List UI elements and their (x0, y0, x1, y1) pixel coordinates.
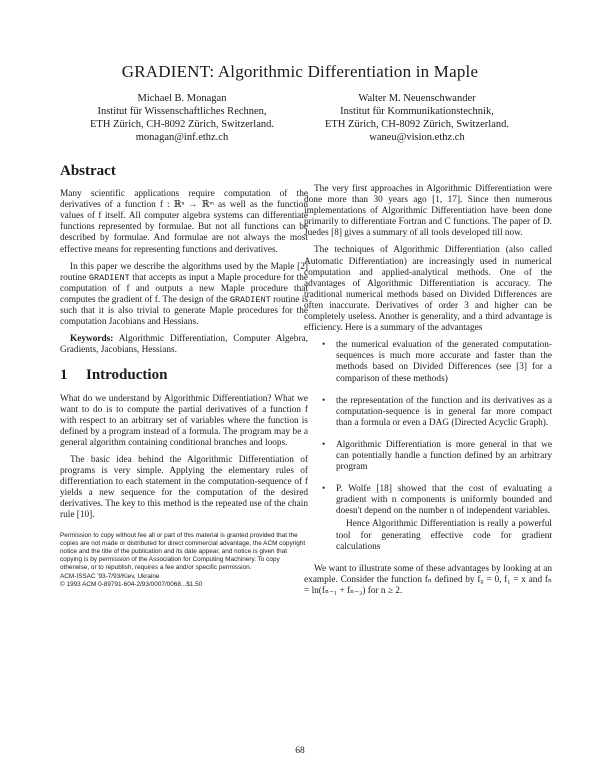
right-paragraph-2: The techniques of Algorithmic Differentiation (also called Automatic Differentiation) are increasingly used in numerical computation and applied-analytical methods. One of the advantages of Algorithmic Differentiation is accuracy. The traditional numerical methods based on Divided Differences are often inaccurate. Derivatives of order 3 and higher can be completely useless. Another is generality, and a third advantage is efficiency. Here is a summary of the advantages (304, 245, 552, 334)
keywords-label: Keywords: (70, 334, 114, 345)
bullet-icon: • (322, 484, 326, 495)
keywords (60, 334, 308, 356)
list-item-text: Algorithmic Differentiation is more general in that we can potentially handle a function defined by an arbitrary program (336, 439, 552, 473)
abstract-heading: Abstract (60, 163, 116, 179)
author-name: Walter M. Neuenschwander (358, 93, 476, 104)
bullet-icon: • (322, 340, 326, 351)
abstract-paragraph-2 (60, 262, 308, 329)
author-block-2 (297, 92, 537, 144)
permission-text: Permission to copy without fee all or part of this material is granted provided that the copies are not made or distributed for direct commercial advantage, the ACM copyright notice and the title of the publication and its date appear, and notice is given that copying is by permission of the Association for Computing Machinery. To copy otherwise, or to republish, requires a fee and/or specific permission. (60, 531, 306, 572)
list-item-text: the numerical evaluation of the generated computation-sequences is much more accurate and faster than the methods based on Divided Differences (see [3] for a comparison of these methods) (336, 340, 552, 384)
intro-paragraph-1: What do we understand by Algorithmic Differentiation? What we want to do is to compute the partial derivatives of a function f with respect to an arbitrary set of variables where the function is defined by a program instead of a formula. The program may be a general algorithm containing conditional branches and loops. (60, 393, 308, 448)
intro-paragraph-2: The basic idea behind the Algorithmic Differentiation of programs is very simple. Applying the elementary rules of differentiation to each statement in the computation-sequence of f yields a new sequence for the computation of the desired derivatives. The key to this method is the repeated use of the chain rule [10]. (60, 454, 308, 521)
advantages-list (322, 340, 552, 553)
list-item (322, 440, 552, 473)
right-paragraph-3: We want to illustrate some of these advantages by looking at an example. Consider the function fₙ defined by f₀ = 0, f₁ = x and fₙ = ln(fₙ₋₁ + fₙ₋₂) for n ≥ 2. (304, 563, 552, 596)
list-item (322, 484, 552, 553)
abstract-paragraph-1: Many scientific applications require computation of the derivatives of a function f : ℝⁿ → ℝᵐ as well as the function values of f itself. All computer algebra systems can differentiate functions represented by formulae. But not all functions can be described by formulae. And formulae are not always the most effective means for representing functions and derivatives. (60, 189, 308, 255)
abstract-text: that accepts as input a Maple procedure for the computation of f and outputs a new Maple procedure that computes the gradient of f. The design of the (60, 272, 308, 305)
author-address: ETH Zürich, CH-8092 Zürich, Switzerland. (90, 119, 274, 130)
right-column (304, 184, 552, 603)
section-number: 1 (60, 367, 68, 384)
author-email: monagan@inf.ethz.ch (135, 132, 229, 143)
conference-line: ACM-ISSAC '93-7/93/Kiev, Ukraine (60, 572, 160, 580)
author-institute: Institut für Kommunikationstechnik, (340, 106, 494, 117)
left-column (60, 163, 309, 589)
section-title: Introduction (86, 367, 168, 384)
abstract-text: In this paper we describe the algorithms used by the Maple [2] routine (60, 261, 308, 283)
list-item-text: P. Wolfe [18] showed that the cost of evaluating a gradient with n components is uniformly bounded and doesn't depend on the number n of independent variables. (336, 484, 552, 517)
code-gradient: GRADIENT (229, 294, 271, 305)
author-address: ETH Zürich, CH-8092 Zürich, Switzerland. (325, 119, 509, 130)
author-block-1 (62, 92, 302, 144)
paper-title: GRADIENT: Algorithmic Differentiation in Maple (121, 62, 479, 81)
bullet-icon: • (322, 395, 326, 406)
list-item-followup: Hence Algorithmic Differentiation is really a powerful tool for generating effective code for gradient calculations (336, 519, 552, 552)
code-gradient: GRADIENT (88, 272, 130, 283)
right-paragraph-1: The very first approaches in Algorithmic Differentiation were done more than 30 years ago [1, 17]. Since then numerous implementations of Algorithmic Differentiation have been done primarily to differentiate Fortran and C functions. The paper of D. Juedes [8] gives a summary of all tools developed till now. (304, 184, 552, 239)
abstract-text: routine is such that it is also trivial to generate Maple procedures for the computation Jacobians and Hessians. (60, 294, 309, 328)
author-name: Michael B. Monagan (137, 93, 227, 104)
copyright-line: © 1993 ACM 0-89791-604-2/93/0007/0068...$1.50 (60, 580, 203, 588)
permission-notice (60, 532, 308, 589)
page-number: 68 (295, 746, 305, 756)
list-item (322, 396, 552, 429)
keywords-text: Algorithmic Differentiation, Computer Algebra, Gradients, Jacobians, Hessians. (60, 334, 308, 356)
section-heading-introduction (60, 367, 308, 384)
list-item (322, 340, 552, 384)
list-item-text: the representation of the function and its derivatives as a computation-sequence is in general far more compact than a formula or even a DAG (Directed Acyclic Graph). (336, 395, 552, 428)
bullet-icon: • (322, 439, 326, 450)
author-email: waneu@vision.ethz.ch (369, 132, 465, 143)
author-institute: Institut für Wissenschaftliches Rechnen, (97, 106, 267, 117)
